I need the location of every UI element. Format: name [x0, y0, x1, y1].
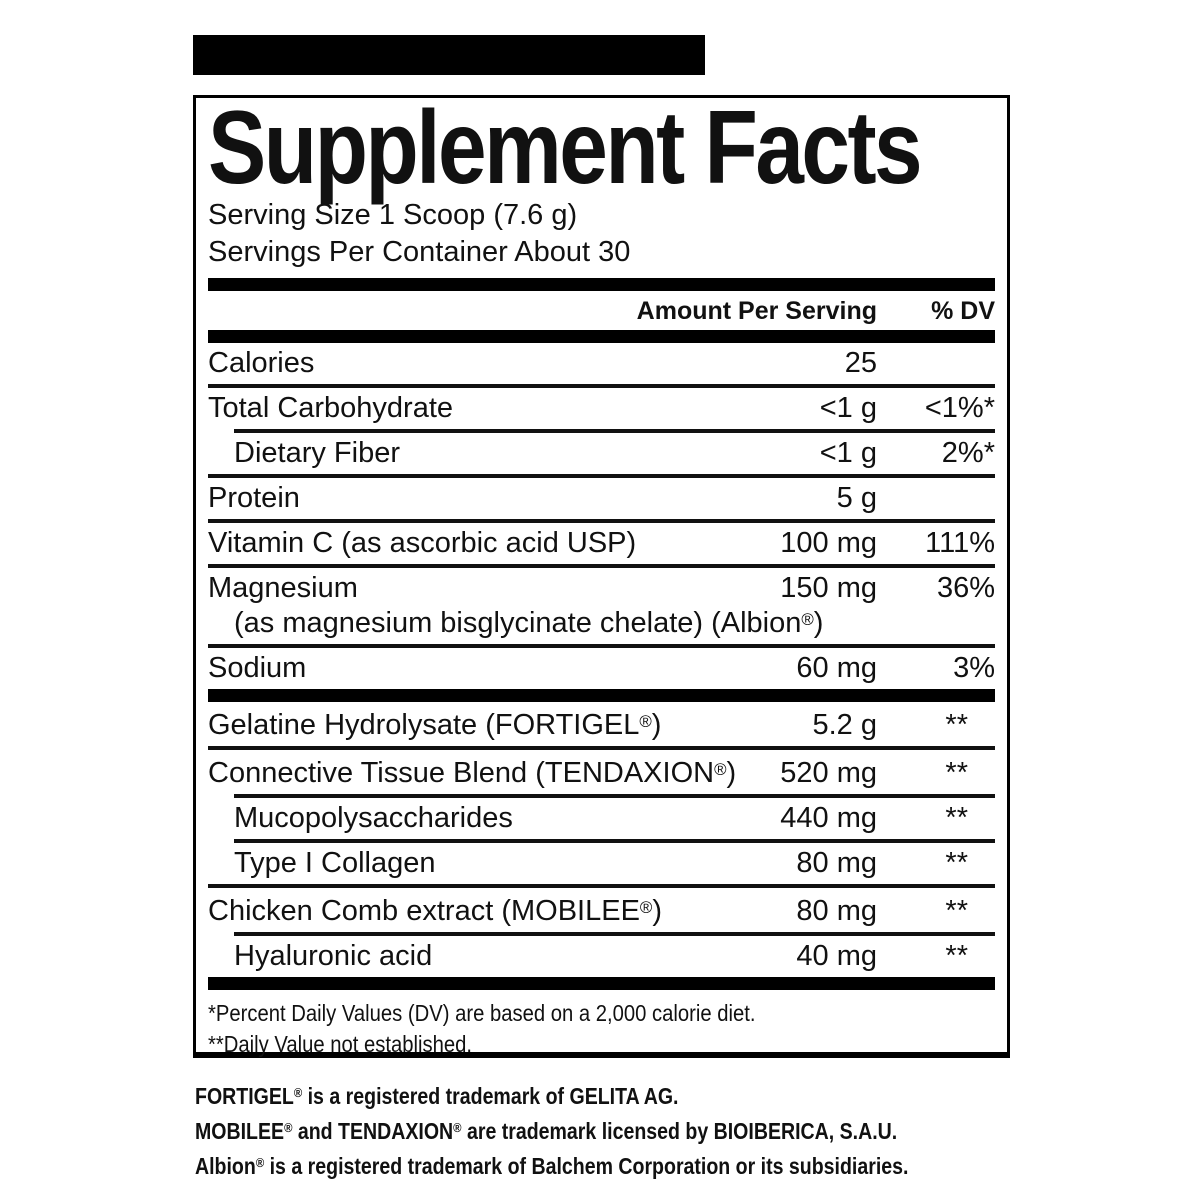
nutrient-amount: 100 mg — [780, 527, 877, 559]
nutrient-dv: ** — [945, 802, 968, 834]
percent-dv-header: % DV — [931, 297, 995, 325]
nutrient-dv: ** — [945, 847, 968, 879]
panel-title: Supplement Facts — [208, 90, 921, 206]
trademark-notices — [195, 1077, 908, 1182]
nutrient-row-type-i-collagen — [234, 839, 995, 884]
trademark-line-albion: Albion® is a registered trademark of Balchem Corporation or its subsidiaries. — [195, 1153, 909, 1179]
nutrient-row-total-carbohydrate — [208, 384, 995, 429]
nutrient-amount: 40 mg — [796, 940, 877, 972]
footnotes — [208, 990, 901, 1060]
thick-divider-bar — [208, 278, 995, 291]
nutrient-row-dietary-fiber — [234, 429, 995, 474]
trademark-line-mobilee-tendaxion: MOBILEE® and TENDAXION® are trademark licensed by BIOIBERICA, S.A.U. — [195, 1118, 898, 1144]
nutrient-dv: <1%* — [924, 392, 995, 424]
nutrient-dv: ** — [945, 709, 968, 741]
nutrient-amount: 520 mg — [780, 757, 877, 789]
nutrient-amount: 80 mg — [796, 847, 877, 879]
nutrient-dv: 36% — [936, 572, 995, 604]
nutrient-name: Mucopolysaccharides — [234, 802, 513, 834]
nutrient-name: Gelatine Hydrolysate (FORTIGEL®) — [208, 709, 662, 741]
nutrient-name: Vitamin C (as ascorbic acid USP) — [208, 527, 637, 559]
nutrient-name: Chicken Comb extract (MOBILEE®) — [208, 895, 662, 927]
nutrient-row-connective-tissue-blend — [208, 746, 995, 794]
nutrient-amount: 80 mg — [796, 895, 877, 927]
nutrient-dv: 111% — [925, 527, 995, 559]
nutrient-amount: 5 g — [836, 482, 877, 514]
footnote-daily-values: *Percent Daily Values (DV) are based on a 2,000 calorie diet. — [208, 1000, 756, 1026]
nutrient-name: Type I Collagen — [234, 847, 436, 879]
nutrient-name: Sodium — [208, 652, 307, 684]
nutrient-amount: <1 g — [819, 392, 877, 424]
thick-divider-bar — [208, 977, 995, 990]
nutrient-name: Connective Tissue Blend (TENDAXION®) — [208, 757, 737, 789]
nutrient-dv: ** — [945, 940, 968, 972]
redacted-product-name-bar — [193, 35, 705, 75]
nutrient-amount: 60 mg — [796, 652, 877, 684]
thick-divider-bar — [208, 330, 995, 343]
nutrient-row-chicken-comb-extract — [208, 884, 995, 932]
nutrient-amount: 440 mg — [780, 802, 877, 834]
column-header-row — [208, 291, 995, 330]
nutrient-amount: 150 mg — [780, 572, 877, 604]
nutrient-row-protein — [208, 474, 995, 519]
nutrient-row-vitamin-c — [208, 519, 995, 564]
nutrient-amount: 25 — [844, 347, 877, 379]
nutrient-amount: <1 g — [819, 437, 877, 469]
nutrient-name: Dietary Fiber — [234, 437, 400, 469]
nutrient-dv: 2%* — [941, 437, 995, 469]
servings-per-container: Servings Per Container About 30 — [208, 236, 631, 268]
nutrient-row-hyaluronic-acid — [234, 932, 995, 977]
nutrient-row-magnesium — [208, 564, 995, 644]
nutrient-name: Hyaluronic acid — [234, 940, 433, 972]
nutrient-amount: 5.2 g — [812, 709, 877, 741]
nutrient-name: Calories — [208, 347, 315, 379]
nutrient-row-gelatine-hydrolysate — [208, 702, 995, 746]
nutrient-name: Protein — [208, 482, 300, 514]
footnote-dv-not-established: **Daily Value not established. — [208, 1031, 473, 1057]
thick-divider-bar — [208, 689, 995, 702]
nutrient-name-detail: (as magnesium bisglycinate chelate) (Albion®) — [234, 607, 824, 639]
nutrient-row-calories — [208, 343, 995, 384]
nutrient-dv: ** — [945, 895, 968, 927]
amount-per-serving-header: Amount Per Serving — [636, 297, 877, 325]
nutrient-dv: ** — [945, 757, 968, 789]
nutrient-name: Total Carbohydrate — [208, 392, 454, 424]
supplement-facts-panel — [193, 90, 1010, 1058]
nutrient-row-sodium — [208, 644, 995, 689]
nutrient-row-mucopolysaccharides — [234, 794, 995, 839]
trademark-line-fortigel: FORTIGEL® is a registered trademark of GELITA AG. — [195, 1083, 679, 1109]
nutrient-dv: 3% — [953, 652, 995, 684]
nutrient-name: Magnesium — [208, 572, 358, 604]
serving-size: Serving Size 1 Scoop (7.6 g) — [208, 199, 578, 231]
